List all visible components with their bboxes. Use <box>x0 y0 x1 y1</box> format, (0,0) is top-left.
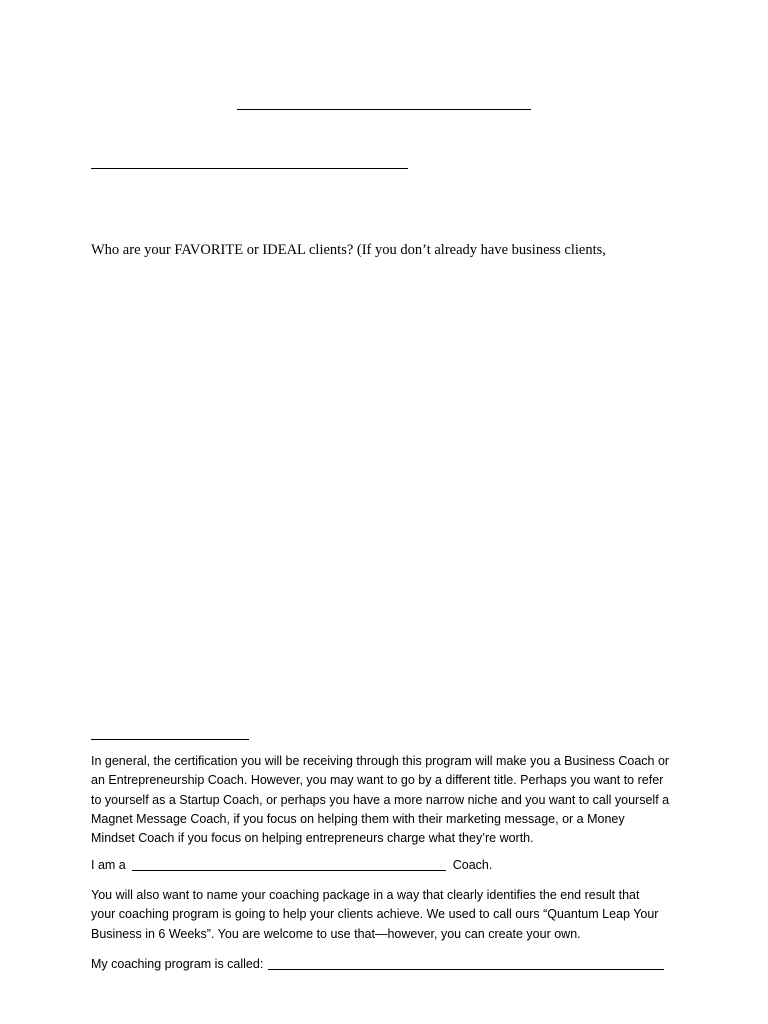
certification-paragraph <box>91 752 691 848</box>
coach-title-prefix: I am a <box>91 858 126 872</box>
coach-title-row <box>91 856 691 875</box>
coach-title-suffix: Coach. <box>452 858 493 872</box>
package-paragraph <box>91 886 691 944</box>
ideal-clients-question: Who are your FAVORITE or IDEAL clients? (If you don’t already have business clients, <box>91 242 606 258</box>
program-name-label: My coaching program is called: <box>91 957 264 971</box>
paragraph-line: an Entrepreneurship Coach. However, you may want to go by a different title. Perhaps you want to refer <box>91 773 664 788</box>
paragraph-line: In general, the certification you will be receiving through this program will make you a Business Coach or <box>91 754 670 768</box>
coach-title-blank[interactable] <box>132 856 446 871</box>
paragraph-line: your coaching program is going to help your clients achieve. We used to call ours “Quantum Leap Your <box>91 907 659 922</box>
title-blank-line[interactable] <box>237 109 531 110</box>
program-name-blank[interactable] <box>268 955 664 970</box>
paragraph-line: Mindset Coach if you focus on helping entrepreneurs charge what they’re worth. <box>91 831 534 846</box>
paragraph-line: Magnet Message Coach, if you focus on helping them with their marketing message, or a Money <box>91 811 625 826</box>
name-blank-line[interactable] <box>91 168 408 169</box>
paragraph-line: to yourself as a Startup Coach, or perhaps you have a more narrow niche and you want to call yourself a <box>91 792 670 807</box>
section-divider <box>91 739 249 740</box>
paragraph-line: You will also want to name your coaching package in a way that clearly identifies the end result that <box>91 888 640 902</box>
program-name-row <box>91 955 691 974</box>
paragraph-line: Business in 6 Weeks”. You are welcome to use that—however, you can create your own. <box>91 926 581 941</box>
